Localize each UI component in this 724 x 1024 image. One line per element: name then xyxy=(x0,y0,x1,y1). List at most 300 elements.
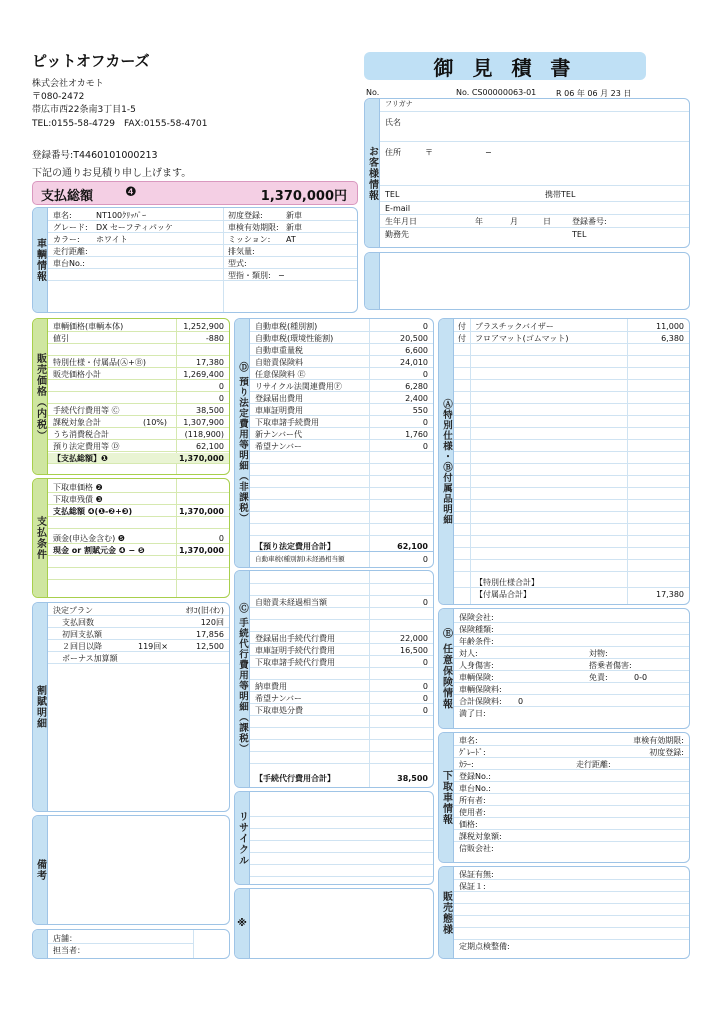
proc-value: 0 xyxy=(422,598,428,607)
payment-row xyxy=(48,494,229,505)
price-label: 車輌価格(車輌本体) xyxy=(53,322,124,331)
vehicle-row-4 xyxy=(48,246,357,257)
options-panel xyxy=(438,318,690,605)
legal-value: 20,500 xyxy=(400,334,428,343)
proc-row xyxy=(250,717,433,728)
legal-label: 下取車諸手続費用 xyxy=(255,418,319,427)
price-row xyxy=(48,369,229,380)
legal-value: 2,400 xyxy=(405,394,428,403)
vehicle-label: 走行距離: xyxy=(53,247,88,256)
legal-row xyxy=(250,381,433,392)
unexpired-value: 0 xyxy=(422,555,428,564)
proc-row xyxy=(250,633,433,644)
mobile-label: 携帯TEL xyxy=(545,190,576,199)
payment-panel xyxy=(32,478,230,598)
price-row xyxy=(48,357,229,368)
price-total-value: 1,370,000 xyxy=(178,454,224,463)
tradein-row xyxy=(454,807,689,818)
blank-panel xyxy=(364,252,690,310)
proc-label: 納車費用 xyxy=(255,682,287,691)
price-label: 預り法定費用等 Ⓓ xyxy=(53,442,120,451)
payment-label: 現金 or 割賦元金 ❹ − ❺ xyxy=(53,546,145,555)
proc-row xyxy=(250,645,433,656)
proc-label: 下取車諸手続代行費用 xyxy=(255,658,335,667)
registration-number: 登録番号:T4460101000213 xyxy=(32,150,158,161)
legal-row xyxy=(250,333,433,344)
legal-total-value: 62,100 xyxy=(397,542,428,551)
price-side-text: 販売価格（内税） xyxy=(34,352,46,441)
option-label: フロアマット(ゴムマット) xyxy=(475,334,569,343)
proc-label: 登録届出手続代行費用 xyxy=(255,634,335,643)
name-label: 氏名 xyxy=(385,118,401,127)
furigana-row xyxy=(380,99,689,112)
proc-row xyxy=(250,573,433,584)
option-row xyxy=(454,369,689,380)
installment-row xyxy=(48,641,229,652)
ins-total-premium: 合計保険料: xyxy=(459,697,502,706)
doc-no-value: No. CS00000063-01 xyxy=(456,88,537,97)
option-row xyxy=(454,453,689,464)
payment-label: 頭金(申込金含む) ❺ xyxy=(53,534,125,543)
vehicle-value: − xyxy=(278,271,285,280)
price-value: 62,100 xyxy=(196,442,224,451)
legal-row xyxy=(250,429,433,440)
installment-label: 支払回数 xyxy=(62,618,94,627)
tradein-row xyxy=(454,819,689,830)
company-address: 帯広市西22条南3丁目1-5 xyxy=(32,105,136,115)
payment-label: 下取車価格 ❷ xyxy=(53,483,103,492)
options-side xyxy=(439,319,454,604)
birth-year: 年 xyxy=(475,217,483,226)
ins-expiry: 満了日: xyxy=(459,709,486,718)
legal-value: 0 xyxy=(422,418,428,427)
vehicle-label: 排気量: xyxy=(228,247,255,256)
address-label: 住所 xyxy=(385,148,401,157)
tradein-first-reg: 初度登録: xyxy=(649,748,684,757)
price-label: 販売価格小計 xyxy=(53,370,101,379)
price-label: 手続代行費用等 Ⓒ xyxy=(53,406,120,415)
accessory-total-label: 【付属品合計】 xyxy=(475,590,531,599)
legal-label: 自動車重量税 xyxy=(255,346,303,355)
recycle-row xyxy=(250,830,433,841)
legal-row xyxy=(250,441,433,452)
plan-label: 決定プラン xyxy=(53,606,93,615)
total-mark: ❹ xyxy=(125,185,137,200)
installment-value: 12,500 xyxy=(196,642,224,651)
accessory-total-row xyxy=(454,589,689,600)
work-tel-label: TEL xyxy=(572,230,587,239)
birth-month: 月 xyxy=(510,217,518,226)
vehicle-row-5 xyxy=(48,258,357,269)
proc-value: 0 xyxy=(422,706,428,715)
tradein-color: ｶﾗｰ: xyxy=(459,760,474,769)
installment-row xyxy=(48,617,229,628)
recycle-row xyxy=(250,842,433,853)
option-mark: 付 xyxy=(458,322,466,331)
customer-side-text: お客様情報 xyxy=(366,145,378,201)
ins-person: 対人: xyxy=(459,649,478,658)
recycle-row xyxy=(250,854,433,865)
legal-side xyxy=(235,319,250,567)
installment-row xyxy=(48,629,229,640)
tradein-credit: 信販会社: xyxy=(459,844,494,853)
option-row xyxy=(454,417,689,428)
legal-row xyxy=(250,369,433,380)
sales-row xyxy=(454,929,689,940)
remarks-side xyxy=(33,816,48,924)
payment-row xyxy=(48,506,229,517)
payment-row xyxy=(48,482,229,493)
special-total-row xyxy=(454,577,689,588)
price-row xyxy=(48,441,229,452)
recycle-row xyxy=(250,818,433,829)
email-row xyxy=(380,202,689,215)
recycle-row xyxy=(250,806,433,817)
option-value: 11,000 xyxy=(656,322,684,331)
installment-row xyxy=(48,653,229,664)
option-row xyxy=(454,465,689,476)
work-row xyxy=(380,228,689,241)
proc-total-row xyxy=(250,773,433,784)
proc-row xyxy=(250,753,433,764)
legal-row xyxy=(250,525,433,536)
vehicle-row-2 xyxy=(48,222,357,233)
tel-label: TEL xyxy=(385,190,400,199)
price-row xyxy=(48,429,229,440)
note-side xyxy=(235,889,250,958)
vehicle-value: 新車 xyxy=(286,211,302,220)
vehicle-label: グレード: xyxy=(53,223,88,232)
vehicle-panel xyxy=(32,207,358,313)
price-label: 課税対象合計 xyxy=(53,418,101,427)
proc-value: 0 xyxy=(422,658,428,667)
payment-row xyxy=(48,557,229,568)
legal-row xyxy=(250,477,433,488)
sales-row xyxy=(454,893,689,904)
sales-row xyxy=(454,941,689,952)
name-row xyxy=(380,112,689,142)
vehicle-label: 車検有効期限: xyxy=(228,223,279,232)
ins-row xyxy=(454,672,689,683)
proc-value: 0 xyxy=(422,682,428,691)
option-row xyxy=(454,561,689,572)
legal-label: 自動車税(環境性能割) xyxy=(255,334,334,343)
legal-label: 登録届出費用 xyxy=(255,394,303,403)
work-label: 勤務先 xyxy=(385,230,409,239)
price-panel xyxy=(32,318,230,475)
doc-no-label: No. xyxy=(366,88,380,97)
plan-value: ｵﾘｺ(旧ｲｵﾝ) xyxy=(185,606,224,615)
proc-row xyxy=(250,657,433,668)
vehicle-label: 車名: xyxy=(53,211,72,220)
vehicle-value: AT xyxy=(286,235,296,244)
proc-value: 22,000 xyxy=(400,634,428,643)
payment-row xyxy=(48,533,229,544)
proc-total-label: 【手続代行費用合計】 xyxy=(255,774,335,783)
warranty1-label: 保証１: xyxy=(459,882,486,891)
ins-row xyxy=(454,708,689,719)
vehicle-row-1 xyxy=(48,210,357,221)
legal-value: 6,280 xyxy=(405,382,428,391)
vehicle-label: 型式: xyxy=(228,259,247,268)
proc-value: 0 xyxy=(422,694,428,703)
option-row xyxy=(454,429,689,440)
legal-label: 新ナンバー代 xyxy=(255,430,303,439)
sales-row xyxy=(454,881,689,892)
vehicle-label: 初度登録: xyxy=(228,211,263,220)
proc-label: 自賠責未経過相当額 xyxy=(255,598,327,607)
installment-panel xyxy=(32,602,230,812)
proc-row xyxy=(250,669,433,680)
tradein-mileage: 走行距離: xyxy=(576,760,611,769)
recycle-side xyxy=(235,792,250,884)
legal-value: 24,010 xyxy=(400,358,428,367)
legal-row xyxy=(250,513,433,524)
ins-deductible: 免責: xyxy=(589,673,608,682)
proc-row xyxy=(250,693,433,704)
payment-label: 支払総額 ❹(❶-❷+❸) xyxy=(53,507,133,516)
doc-title-text: 御 見 積 書 xyxy=(433,55,577,80)
ins-vehicle-premium: 車輌保険料: xyxy=(459,685,502,694)
remarks-panel xyxy=(32,815,230,925)
total-box xyxy=(32,181,358,205)
recycle-side-text: リサイクル xyxy=(236,810,248,866)
total-label: 支払総額 xyxy=(41,189,94,204)
proc-row xyxy=(250,741,433,752)
proc-row xyxy=(250,585,433,596)
vehicle-label: 型指・類別: xyxy=(228,271,271,280)
proc-label: 希望ナンバー xyxy=(255,694,303,703)
vehicle-side xyxy=(33,208,48,312)
customer-panel xyxy=(364,98,690,248)
legal-value: 6,600 xyxy=(405,346,428,355)
plan-row xyxy=(48,605,229,616)
price-value: 1,307,900 xyxy=(183,418,224,427)
tradein-row xyxy=(454,759,689,770)
legal-row xyxy=(250,405,433,416)
proc-row xyxy=(250,621,433,632)
price-total-label: 【支払総額】❶ xyxy=(53,454,108,463)
legal-label: 希望ナンバー xyxy=(255,442,303,451)
greeting: 下記の通りお見積り申し上げます。 xyxy=(32,168,192,179)
tradein-row xyxy=(454,735,689,746)
price-value: (118,900) xyxy=(184,430,224,439)
birth-day: 日 xyxy=(543,217,551,226)
ins-type: 保険種類: xyxy=(459,625,494,634)
furigana-label: フリガナ xyxy=(385,100,413,108)
proc-row xyxy=(250,681,433,692)
price-row xyxy=(48,381,229,392)
installment-label: ２回目以降 xyxy=(62,642,102,651)
tel-row xyxy=(380,186,689,202)
inspection-label: 定期点検整備: xyxy=(459,942,510,951)
tradein-row xyxy=(454,843,689,854)
ins-row xyxy=(454,612,689,623)
insurance-panel xyxy=(438,608,690,729)
tradein-panel xyxy=(438,732,690,863)
sales-row xyxy=(454,905,689,916)
unexpired-label: 自動車税(種別割)未経過相当額 xyxy=(255,555,345,563)
store-divider xyxy=(193,930,194,958)
legal-total-row xyxy=(250,541,433,552)
remarks-side-text: 備考 xyxy=(34,859,46,881)
price-side xyxy=(33,319,48,474)
ins-row xyxy=(454,648,689,659)
doc-title xyxy=(364,52,646,80)
option-mark: 付 xyxy=(458,334,466,343)
insurance-side xyxy=(439,609,454,728)
option-row xyxy=(454,489,689,500)
tradein-grade: ｸﾞﾚｰﾄﾞ: xyxy=(459,748,486,757)
price-value: 38,500 xyxy=(196,406,224,415)
unexpired-row xyxy=(250,554,433,565)
price-value: 17,380 xyxy=(196,358,224,367)
address-row xyxy=(380,142,689,186)
payment-value: 1,370,000 xyxy=(178,546,224,555)
vehicle-side-text: 車輌情報 xyxy=(34,238,46,282)
legal-label: 自動車税(種別割) xyxy=(255,322,318,331)
price-value: 0 xyxy=(218,382,224,391)
installment-value: 17,856 xyxy=(196,630,224,639)
ins-injury: 人身傷害: xyxy=(459,661,494,670)
vehicle-value: NT100ｸﾘｯﾊﾟｰ xyxy=(96,211,147,220)
email-label: E-mail xyxy=(385,204,411,213)
legal-label: 車庫証明費用 xyxy=(255,406,303,415)
option-row xyxy=(454,381,689,392)
legal-row xyxy=(250,489,433,500)
price-value: -880 xyxy=(205,334,224,343)
sales-row xyxy=(454,869,689,880)
legal-row xyxy=(250,465,433,476)
legal-value: 0 xyxy=(422,322,428,331)
recycle-row xyxy=(250,866,433,877)
option-row xyxy=(454,477,689,488)
tradein-chassis: 車台No.: xyxy=(459,784,491,793)
vehicle-row-6 xyxy=(48,270,357,281)
option-row xyxy=(454,513,689,524)
option-row xyxy=(454,321,689,332)
blank-side xyxy=(365,253,380,309)
customer-side xyxy=(365,99,380,247)
price-label: 特別仕様・付属品(Ⓐ+Ⓑ) xyxy=(53,358,146,367)
sales-form-side xyxy=(439,867,454,958)
payment-value: 0 xyxy=(218,534,224,543)
installment-label: ボーナス加算額 xyxy=(62,654,118,663)
price-row xyxy=(48,345,229,356)
proc-row xyxy=(250,705,433,716)
legal-side-text: Ⓓ 預り法定費用等明細（非課税） xyxy=(237,362,248,524)
ins-passenger: 搭乗者傷害: xyxy=(589,661,632,670)
option-value: 6,380 xyxy=(661,334,684,343)
ins-deductible-value: 0-0 xyxy=(634,673,648,682)
payment-label: 下取車残債 ❸ xyxy=(53,495,103,504)
staff-label: 担当者： xyxy=(53,946,85,955)
store-row xyxy=(48,933,193,944)
tradein-reg-no: 登録No.: xyxy=(459,772,491,781)
option-row xyxy=(454,501,689,512)
options-side-text: Ⓐ特別仕様・Ⓑ付属品明細 xyxy=(441,398,452,525)
proc-label: 車庫証明手続代行費用 xyxy=(255,646,335,655)
tradein-price: 価格: xyxy=(459,820,478,829)
vehicle-divider xyxy=(223,208,224,312)
price-row xyxy=(48,417,229,428)
legal-value: 550 xyxy=(412,406,428,415)
price-value: 1,252,900 xyxy=(183,322,224,331)
tradein-row xyxy=(454,747,689,758)
option-label: プラスチックバイザー xyxy=(475,322,554,331)
price-row xyxy=(48,333,229,344)
procedure-side xyxy=(235,571,250,787)
cust-reg-label: 登録番号: xyxy=(572,217,607,226)
vehicle-label: カラー: xyxy=(53,235,80,244)
legal-row xyxy=(250,417,433,428)
company-zip: 〒080-2472 xyxy=(32,92,85,102)
price-label: うち消費税合計 xyxy=(53,430,109,439)
option-row xyxy=(454,345,689,356)
option-row xyxy=(454,537,689,548)
ins-object: 対物: xyxy=(589,649,608,658)
ins-total-premium-value: 0 xyxy=(518,697,524,706)
store-label: 店舗： xyxy=(53,934,77,943)
address-dash: − xyxy=(485,148,492,157)
payment-side-text: 支払条件 xyxy=(34,516,46,560)
legal-label: 自賠責保険料 xyxy=(255,358,303,367)
vehicle-row-3 xyxy=(48,234,357,245)
tradein-taxable: 課税対象額: xyxy=(459,832,502,841)
vehicle-value: 新車 xyxy=(286,223,302,232)
legal-value: 0 xyxy=(422,442,428,451)
accessory-total-value: 17,380 xyxy=(656,590,684,599)
note-side-text: ※ xyxy=(237,918,247,929)
legal-value: 0 xyxy=(422,370,428,379)
tradein-inspection: 車検有効期限: xyxy=(633,736,684,745)
legal-row xyxy=(250,393,433,404)
price-label: 値引 xyxy=(53,334,69,343)
tradein-row xyxy=(454,771,689,782)
company-corp: 株式会社オカモト xyxy=(32,79,104,89)
price-row xyxy=(48,393,229,404)
vehicle-value: ホワイト xyxy=(96,235,128,244)
price-total-row xyxy=(48,453,229,464)
legal-row xyxy=(250,345,433,356)
total-value: 1,370,000円 xyxy=(260,189,347,204)
payment-row xyxy=(48,569,229,580)
vehicle-value: DX セーフティパッケ xyxy=(96,223,173,232)
price-row xyxy=(48,321,229,332)
birth-label: 生年月日 xyxy=(385,217,417,226)
option-row xyxy=(454,525,689,536)
ins-vehicle: 車輌保険: xyxy=(459,673,494,682)
ins-row xyxy=(454,684,689,695)
legal-label: 任意保険料 Ⓔ xyxy=(255,370,306,379)
payment-side xyxy=(33,479,48,597)
procedure-side-text: Ⓒ 手続代行費用等明細（課税） xyxy=(237,603,248,755)
tradein-user: 使用者: xyxy=(459,808,486,817)
payment-row xyxy=(48,545,229,556)
zip-mark: 〒 xyxy=(425,148,433,157)
tradein-row xyxy=(454,795,689,806)
legal-value: 1,760 xyxy=(405,430,428,439)
price-value: 1,269,400 xyxy=(183,370,224,379)
sales-row xyxy=(454,917,689,928)
ins-age: 年齢条件: xyxy=(459,637,494,646)
legal-row xyxy=(250,501,433,512)
tradein-row xyxy=(454,783,689,794)
option-row xyxy=(454,357,689,368)
legal-row xyxy=(250,453,433,464)
installment-side xyxy=(33,603,48,811)
legal-total-label: 【預り法定費用合計】 xyxy=(255,542,335,551)
